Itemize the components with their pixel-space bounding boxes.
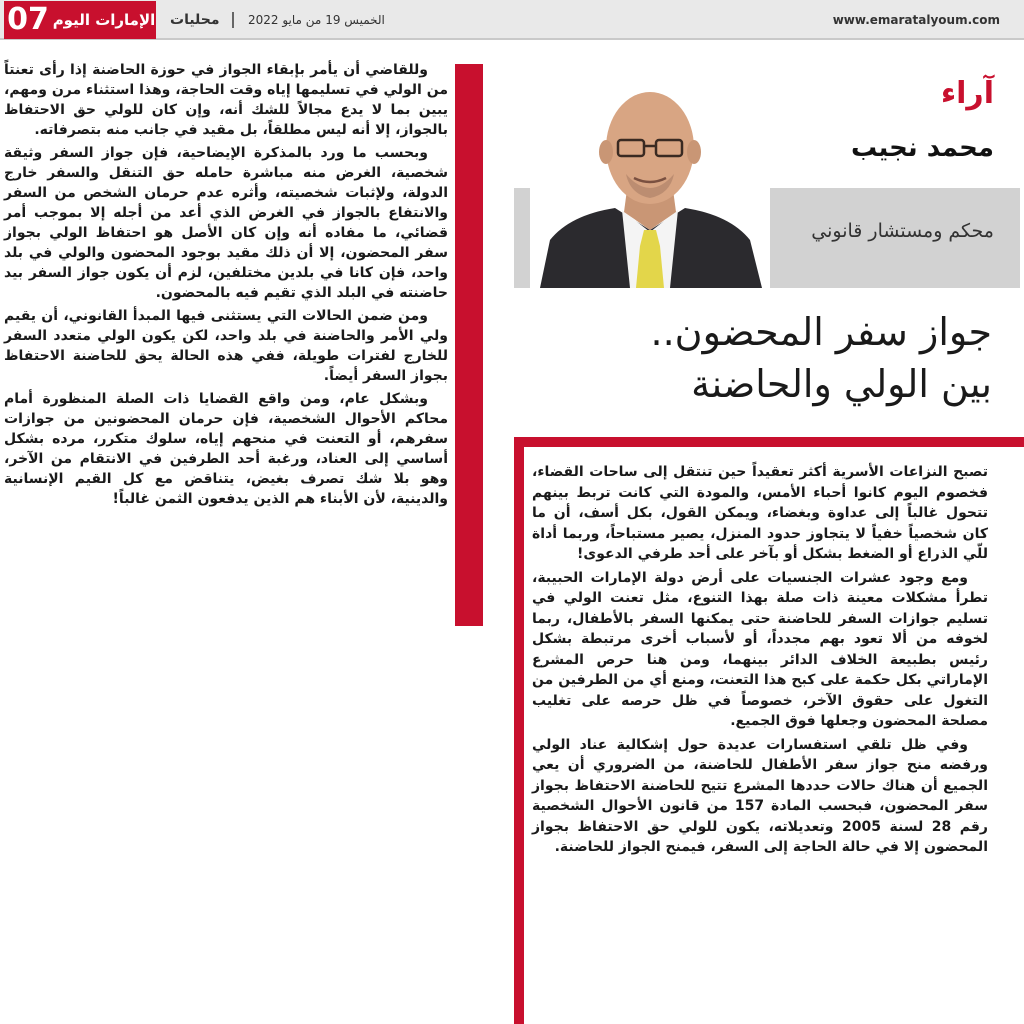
issue-date: الخميس 19 من مايو 2022 (248, 13, 385, 27)
headline-line-2: بين الولي والحاضنة (691, 362, 992, 406)
website-url: www.emaratalyoum.com (832, 13, 1000, 27)
page-number: 07 (4, 1, 52, 39)
article-paragraph: ومن ضمن الحالات التي يستثنى فيها المبدأ القانوني، أن يقيم ولي الأمر والحاضنة في بلد واحد، لكن يكون الولي متعدد السفر للخارج لفترات طويلة، ففي هذه الحالة يحق للحاضنة الاحتفاظ بجواز السفر أيضاً. (4, 308, 448, 384)
header-separator (232, 12, 234, 28)
page-header (0, 0, 1024, 40)
article-paragraph: وفي ظل تلقي استفسارات عديدة حول إشكالية عناد الولي ورفضه منح جواز سفر الأطفال للحاضنة، من الضروري أن يعي الجميع أن هناك حالات حددها المشرع تتيح للحاضنة الاحتفاظ بجواز سفر المحضون، فبحسب المادة 157 من قانون الأحوال الشخصية رقم 28 لسنة 2005 وتعديلاته، يكون للولي حق الاحتفاظ بجواز المحضون إلا في حالة الحاجة إلى السفر، فيمنح الجواز للحاضنة. (532, 736, 988, 855)
brand-label: الإمارات اليوم (52, 1, 156, 39)
author-title: محكم ومستشار قانوني (811, 220, 994, 242)
headline-line-1: جواز سفر المحضون.. (650, 310, 992, 354)
article-paragraph: ومع وجود عشرات الجنسيات على أرض دولة الإمارات الحبيبة، تطرأ مشكلات معينة ذات صلة بهذا التنوع، مثل تعنت الولي في تسليم جوازات السفر للحاضنة حتى يمكنها السفر بالأطفال، ربما لخوفه من ألا تعود بهم مجدداً، أو لأسباب أخرى مرتبطة بشكل رئيس بطبيعة الخلاف الدائر بينهما، ومن هنا حرص المشرع الإماراتي بكل حكمة على كبح هذا التعنت، ومنع أي من الطرفين من التغول على حقوق الآخر، خصوصاً في ظل حرصه على تغليب مصلحة المحضون وجعلها فوق الجميع. (532, 569, 988, 729)
column-label: آراء (940, 76, 994, 111)
article-paragraph: وبحسب ما ورد بالمذكرة الإيضاحية، فإن جواز السفر وثيقة شخصية، الغرض منه مباشرة حامله حق التنقل والسفر خارج الدولة، ولإثبات شخصيته، وأثره عدم حرمان الشخص من السفر والانتفاع بالجواز في الغرض الذي أعد من أجله إلا بموجب أمر قضائي، ما مفاده أنه وإن كان الأصل هو احتفاظ الولي بجواز سفر المحضون، إلا أن ذلك مقيد بوجود المحضون والولي في بلد واحد، فإن كانا في بلدين مختلفين، لزم أن يكون جواز السفر بيد حاضنته في البلد الذي تقيم فيه بالمحضون. (4, 145, 448, 301)
article-column-right (532, 462, 988, 861)
author-name: محمد نجيب (851, 133, 994, 163)
article-paragraph: وبشكل عام، ومن واقع القضايا ذات الصلة المنظورة أمام محاكم الأحوال الشخصية، فإن حرمان المحضونين من جوازات سفرهم، أو التعنت في منحهم إياه، سلوك متكرر، مرده بشكل أساسي إلى العناد، ورغبة أحد الطرفين في الانتقام من الآخر، وهو بلا شك تصرف بغيض، يتناقض مع كل القيم الإنسانية والدينية، لأن الأبناء هم الذين يدفعون الثمن غالباً! (4, 391, 448, 507)
red-accent-bar-horizontal (514, 437, 1024, 447)
section-label: محليات (170, 12, 220, 28)
article-headline (520, 306, 992, 410)
author-photo (530, 70, 770, 288)
article-paragraph: وللقاضي أن يأمر بإبقاء الجواز في حوزة الحاضنة إذا رأى تعنتاً من الولي في تسليمها إياه وقت الحاجة، وهذا استثناء مرن ومهم، يبين بما لا يدع مجالاً للشك أنه، وإن كان للولي حق الاحتفاظ بالجواز، إلا أنه ليس مطلقاً، بل مقيد في جانب منه بتصرفاته. (4, 62, 448, 138)
red-accent-bar-right (514, 437, 524, 1024)
article-column-left (4, 60, 448, 512)
red-accent-bar-left (455, 64, 483, 626)
article-paragraph: تصبح النزاعات الأسرية أكثر تعقيداً حين تنتقل إلى ساحات القضاء، فخصوم اليوم كانوا أحباء الأمس، والمودة التي كانت تربط بينهم تتحول غالباً إلى عداوة وبغضاء، ويمكن القول، بكل أسف، أن ما كان شخصياً خفياً لا يتجاوز حدود المنزل، يصير مستباحاً، وربما أداة للّي الذراع أو الضغط بشكل أو بآخر على أحد طرفي الدعوى! (532, 464, 988, 562)
